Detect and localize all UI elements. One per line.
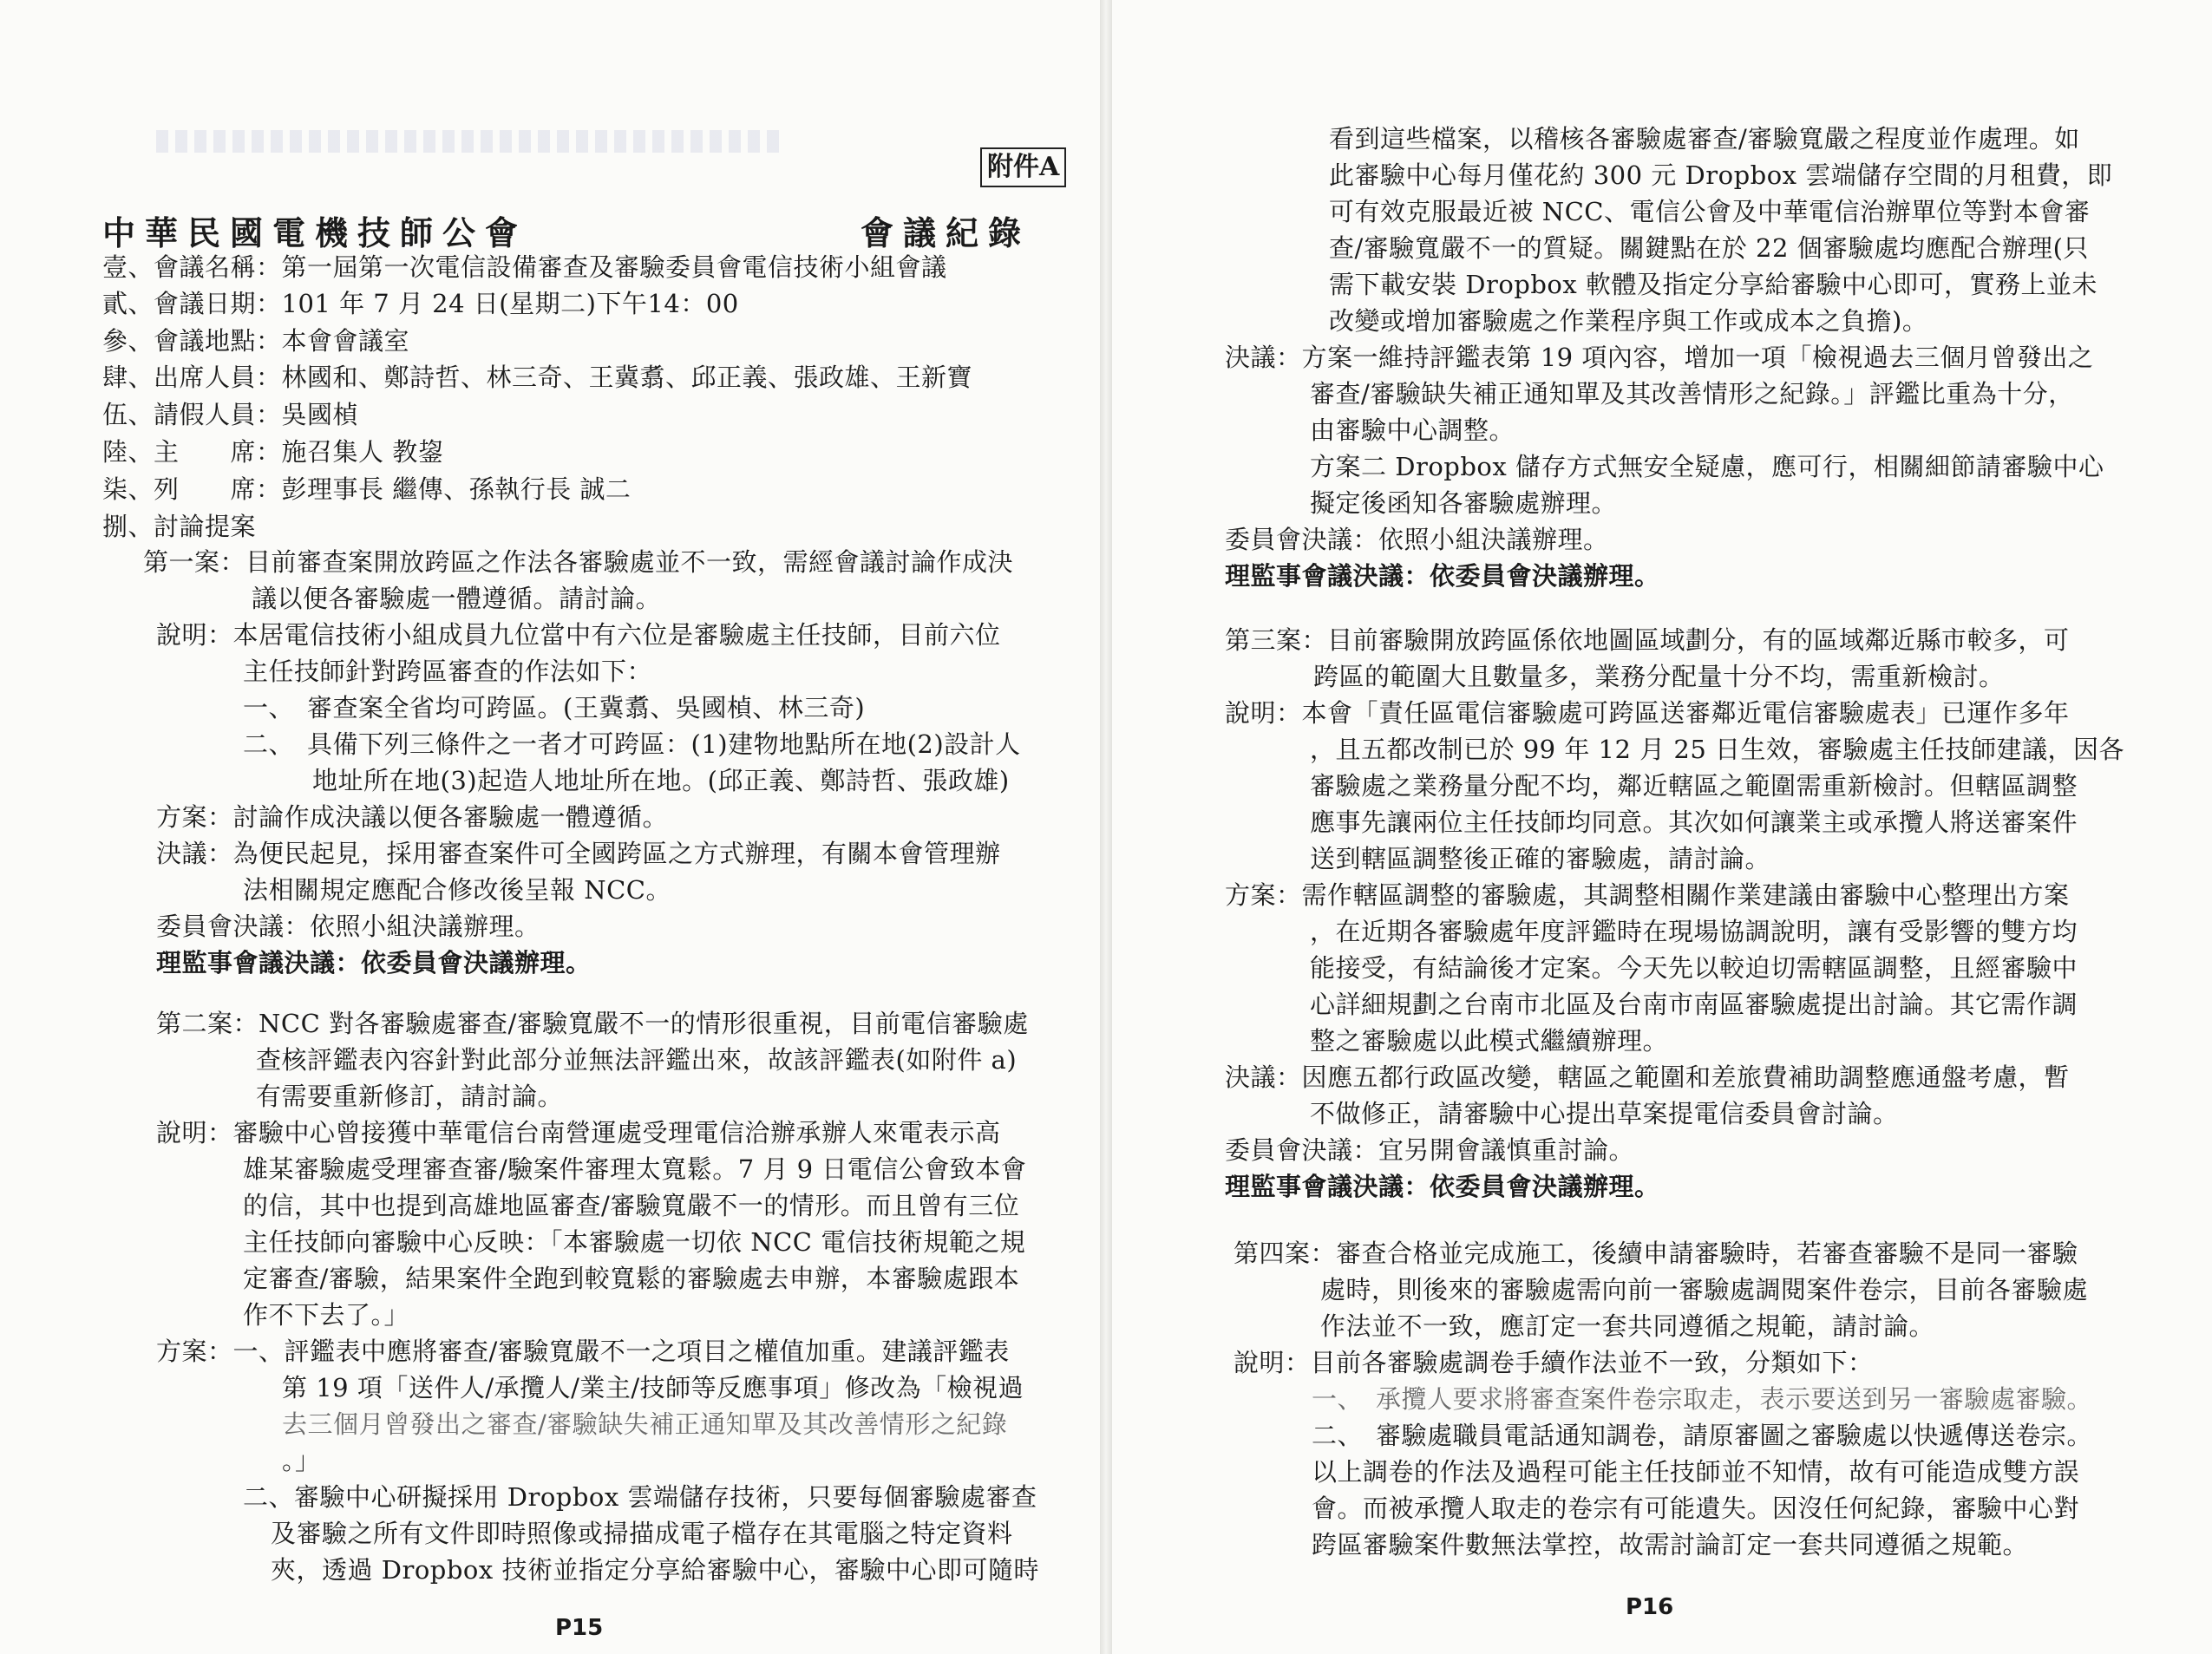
text-line: ，且五都改制已於 99 年 12 月 25 日生效，審驗處主任技師建議，因各	[1310, 735, 2125, 764]
book-gutter	[1100, 0, 1112, 1654]
text-line: 第四案：審查合格並完成施工，後續申請審驗時，若審查審驗不是同一審驗	[1234, 1239, 2078, 1268]
text-line: 查核評鑑表內容針對此部分並無法評鑑出來，故該評鑑表(如附件 a)	[256, 1045, 1018, 1075]
text-line: 查/審驗寬嚴不一的質疑。關鍵點在於 22 個審驗處均應配合辦理(只	[1329, 233, 2089, 263]
text-line: 決議：為便民起見，採用審查案件可全國跨區之方式辦理，有關本會管理辦	[156, 839, 1001, 868]
text-line: 看到這些檔案，以稽核各審驗處審查/審驗寬嚴之程度並作處理。如	[1329, 124, 2080, 154]
text-line: 理監事會議決議：依委員會決議辦理。	[1225, 561, 1660, 591]
left-page	[0, 0, 1100, 1654]
text-line: 決議：方案一維持評鑑表第 19 項內容，增加一項「檢視過去三個月曾發出之	[1225, 343, 2094, 372]
text-line: 心詳細規劃之台南市北區及台南市南區審驗處提出討論。其它需作調	[1310, 990, 2078, 1019]
text-line: 說明：目前各審驗處調卷手續作法並不一致，分類如下：	[1234, 1348, 1874, 1377]
text-line: 夾，透過 Dropbox 技術並指定分享給審驗中心，審驗中心即可隨時	[271, 1555, 1039, 1585]
text-line: 改變或增加審驗處之作業程序與工作或成本之負擔)。	[1329, 306, 1928, 336]
text-line: 法相關規定應配合修改後呈報 NCC。	[243, 875, 671, 905]
text-line: 有需要重新修訂，請討論。	[256, 1082, 564, 1111]
text-line: 擬定後函知各審驗處辦理。	[1310, 488, 1618, 518]
text-line: 此審驗中心每月僅花約 300 元 Dropbox 雲端儲存空間的月租費，即	[1329, 160, 2113, 190]
text-line: 地址所在地(3)起造人地址所在地。(邱正義、鄭詩哲、張政雄)	[312, 766, 1010, 795]
right-page	[1112, 0, 2212, 1654]
text-line: 一、 承攬人要求將審查案件卷宗取走，表示要送到另一審驗處審驗。	[1312, 1384, 2093, 1414]
text-line: 委員會決議：依照小組決議辦理。	[156, 912, 540, 941]
text-line: 議以便各審驗處一體遵循。請討論。	[252, 584, 662, 613]
text-line: 由審驗中心調整。	[1310, 415, 1515, 445]
text-line: 二、審驗中心研擬採用 Dropbox 雲端儲存技術，只要每個審驗處審查	[243, 1482, 1037, 1512]
text-line: 二、 審驗處職員電話通知調卷，請原審圖之審驗處以快遞傳送卷宗。	[1312, 1421, 2093, 1450]
text-line: 第一案：目前審查案開放跨區之作法各審驗處並不一致，需經會議討論作成決	[143, 547, 1014, 577]
text-line: 作法並不一致，應訂定一套共同遵循之規範，請討論。	[1320, 1311, 1935, 1341]
text-line: 委員會決議：依照小組決議辦理。	[1225, 525, 1609, 554]
text-line: 方案：一、評鑑表中應將審查/審驗寬嚴不一之項目之權值加重。建議評鑑表	[156, 1337, 1010, 1366]
page-number-right: P16	[1626, 1594, 1674, 1620]
text-line: 跨區的範圍大且數量多，業務分配量十分不均，需重新檢討。	[1313, 662, 2005, 691]
text-line: 定審查/審驗，結果案件全跑到較寬鬆的審驗處去申辦，本審驗處跟本	[243, 1264, 1020, 1293]
text-line: 肆、出席人員：林國和、鄭詩哲、林三奇、王冀翥、邱正義、張政雄、王新寶	[102, 363, 973, 392]
text-line: 作不下去了。」	[243, 1300, 410, 1330]
text-line: 壹、會議名稱：第一屆第一次電信設備審查及審驗委員會電信技術小組會議	[102, 252, 947, 282]
text-line: 方案二 Dropbox 儲存方式無安全疑慮，應可行，相關細節請審驗中心	[1310, 452, 2104, 481]
doc-type: 會議紀錄	[861, 213, 1031, 252]
text-line: 柒、列 席：彭理事長 繼傳、孫執行長 誠二	[102, 474, 632, 504]
text-line: 說明：審驗中心曾接獲中華電信台南營運處受理電信洽辦承辦人來電表示高	[156, 1118, 1001, 1147]
text-line: 處時，則後來的審驗處需向前一審驗處調閱案件卷宗，目前各審驗處	[1320, 1275, 2089, 1304]
text-line: 第三案：目前審驗開放跨區係依地圖區域劃分，有的區域鄰近縣市較多，可	[1225, 625, 2070, 655]
text-line: 應事先讓兩位主任技師均同意。其次如何讓業主或承攬人將送審案件	[1310, 807, 2078, 837]
text-line: 審驗處之業務量分配不均，鄰近轄區之範圍需重新檢討。但轄區調整	[1310, 771, 2078, 801]
text-line: 捌、討論提案	[102, 512, 257, 541]
text-line: 及審驗之所有文件即時照像或掃描成電子檔存在其電腦之特定資料	[271, 1519, 1013, 1548]
scan-smudge	[156, 130, 781, 153]
text-line: 去三個月曾發出之審查/審驗缺失補正通知單及其改善情形之紀錄	[282, 1409, 1008, 1439]
org-name: 中華民國電機技師公會	[102, 213, 528, 252]
text-line: 主任技師向審驗中心反映：「本審驗處一切依 NCC 電信技術規範之規	[243, 1227, 1026, 1257]
text-line: 主任技師針對跨區審查的作法如下：	[243, 657, 653, 686]
text-line: 跨區審驗案件數無法掌控，故需討論訂定一套共同遵循之規範。	[1312, 1530, 2029, 1559]
text-line: 可有效克服最近被 NCC、電信公會及中華電信治辦單位等對本會審	[1329, 197, 2091, 226]
text-line: 伍、請假人員：吳國楨	[102, 400, 359, 429]
text-line: 雄某審驗處受理審查審/驗案件審理太寬鬆。7 月 9 日電信公會致本會	[243, 1154, 1027, 1184]
text-line: 貳、會議日期：101 年 7 月 24 日(星期二)下午14：00	[102, 289, 739, 318]
text-line: 說明：本會「責任區電信審驗處可跨區送審鄰近電信審驗處表」已運作多年	[1225, 698, 2070, 728]
text-line: 理監事會議決議：依委員會決議辦理。	[156, 948, 592, 977]
annex-label: 附件A	[980, 147, 1066, 187]
text-line: 能接受，有結論後才定案。今天先以較迫切需轄區調整，且經審驗中	[1310, 953, 2078, 983]
text-line: 第二案：NCC 對各審驗處審查/審驗寬嚴不一的情形很重視，目前電信審驗處	[156, 1009, 1029, 1038]
text-line: 說明：本居電信技術小組成員九位當中有六位是審驗處主任技師，目前六位	[156, 620, 1001, 650]
text-line: 以上調卷的作法及過程可能主任技師並不知情，故有可能造成雙方誤	[1312, 1457, 2080, 1487]
text-line: ，在近期各審驗處年度評鑑時在現場協調說明，讓有受影響的雙方均	[1310, 917, 2078, 946]
page-number-left: P15	[555, 1615, 604, 1641]
text-line: 審查/審驗缺失補正通知單及其改善情形之紀錄。」評鑑比重為十分，	[1310, 379, 2074, 409]
text-line: 決議：因應五都行政區改變，轄區之範圍和差旅費補助調整應通盤考慮，暫	[1225, 1062, 2070, 1092]
text-line: 。」	[282, 1446, 321, 1475]
text-line: 需下載安裝 Dropbox 軟體及指定分享給審驗中心即可，實務上並未	[1329, 270, 2097, 299]
text-line: 第 19 項「送件人/承攬人/業主/技師等反應事項」修改為「檢視過	[282, 1373, 1024, 1402]
text-line: 整之審驗處以此模式繼續辦理。	[1310, 1026, 1669, 1056]
text-line: 不做修正，請審驗中心提出草案提電信委員會討論。	[1310, 1099, 1899, 1128]
text-line: 參、會議地點：本會會議室	[102, 326, 410, 356]
text-line: 陸、主 席：施召集人 教鋆	[102, 437, 444, 467]
text-line: 送到轄區調整後正確的審驗處，請討論。	[1310, 844, 1771, 873]
text-line: 委員會決議：宜另開會議慎重討論。	[1225, 1135, 1635, 1165]
text-line: 方案：討論作成決議以便各審驗處一體遵循。	[156, 802, 669, 832]
text-line: 的信，其中也提到高雄地區審查/審驗寬嚴不一的情形。而且曾有三位	[243, 1191, 1020, 1220]
text-line: 一、 審查案全省均可跨區。(王冀翥、吳國楨、林三奇)	[243, 693, 866, 722]
text-line: 理監事會議決議：依委員會決議辦理。	[1225, 1172, 1660, 1201]
text-line: 二、 具備下列三條件之一者才可跨區：(1)建物地點所在地(2)設計人	[243, 729, 1021, 759]
text-line: 會。而被承攬人取走的卷宗有可能遺失。因沒任何紀錄，審驗中心對	[1312, 1494, 2080, 1523]
text-line: 方案：需作轄區調整的審驗處，其調整相關作業建議由審驗中心整理出方案	[1225, 880, 2070, 910]
